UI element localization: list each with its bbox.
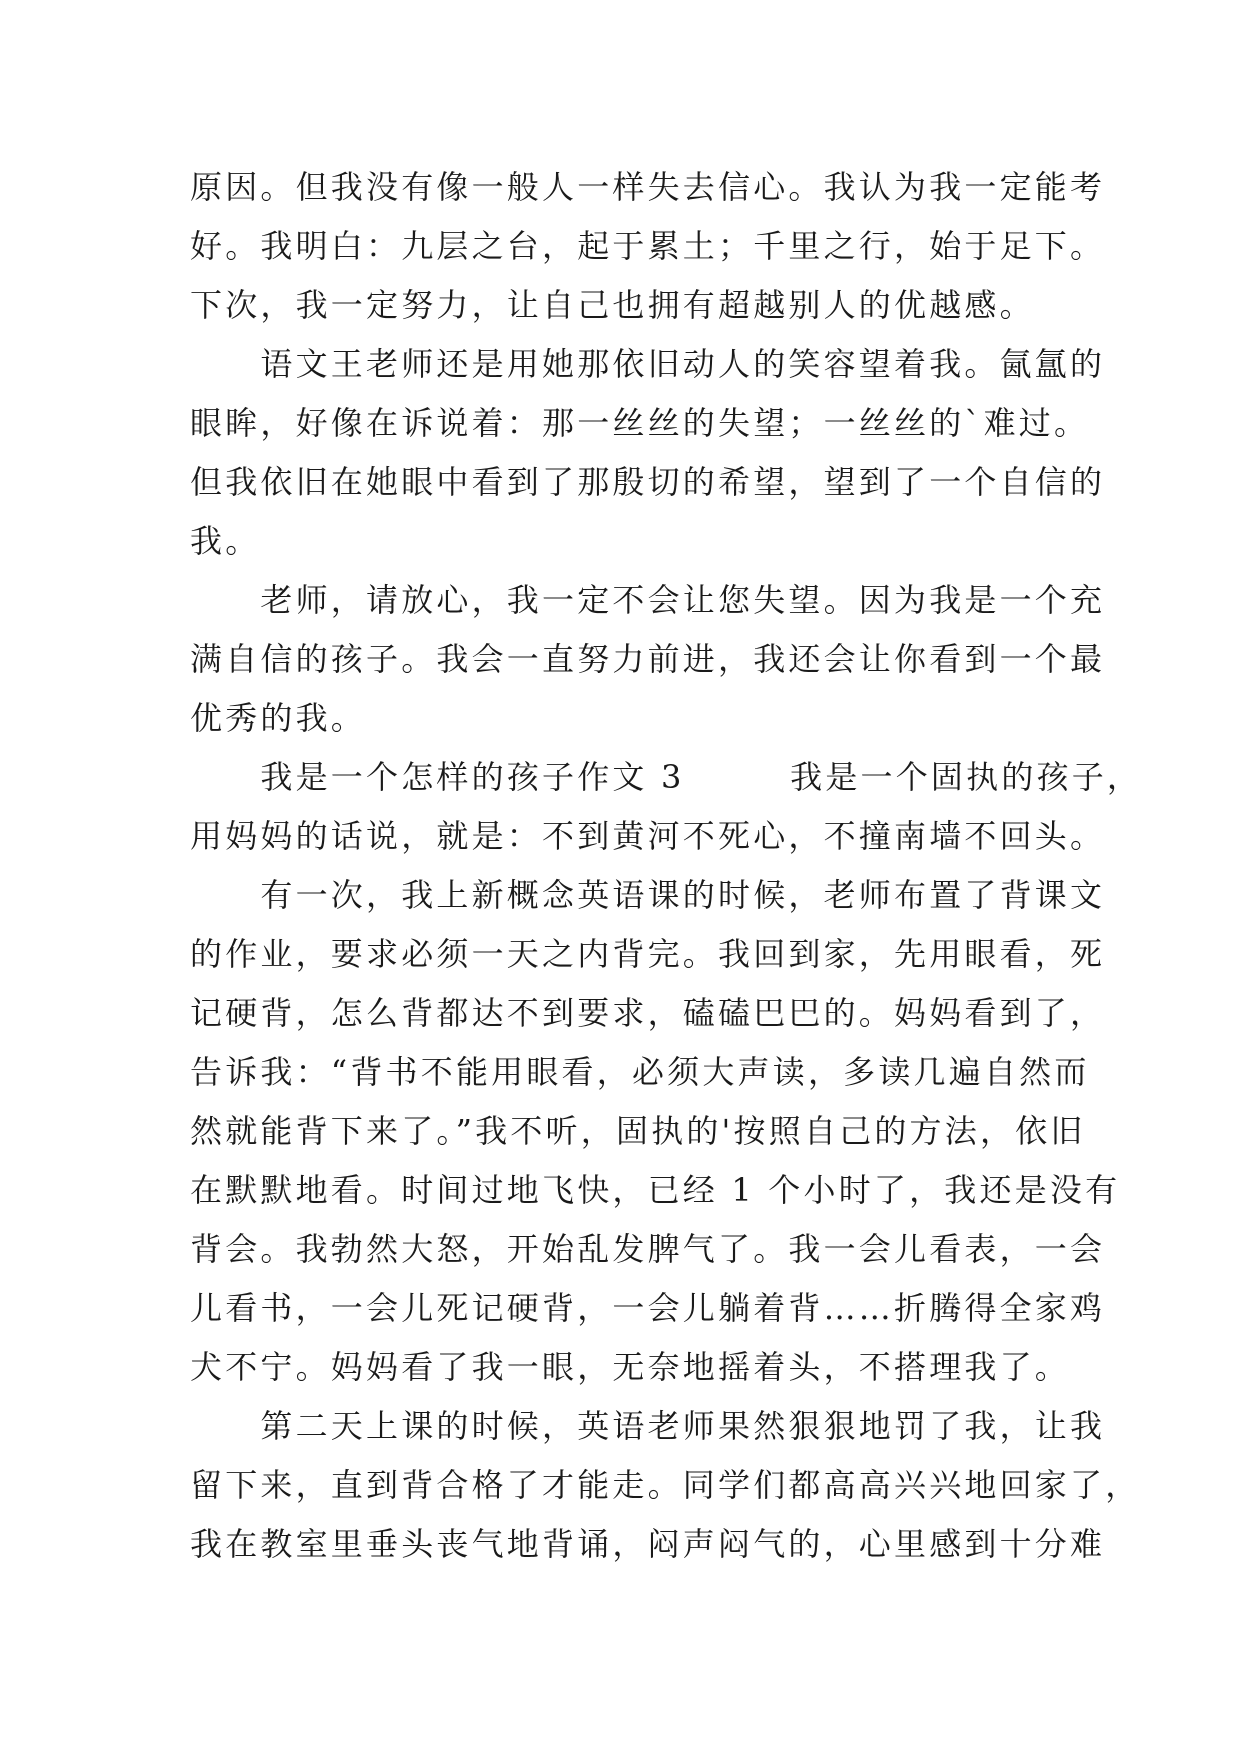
text-line: 好。我明白：九层之台，起于累土；千里之行，始于足下。 <box>190 227 1106 265</box>
text-line: 用妈妈的话说，就是：不到黄河不死心，不撞南墙不回头。 <box>190 817 1106 855</box>
text-line: 的作业，要求必须一天之内背完。我回到家，先用眼看，死 <box>190 935 1106 973</box>
text-line: 然就能背下来了。”我不听，固执的'按照自己的方法，依旧 <box>190 1112 1086 1150</box>
text-line: 第二天上课的时候，英语老师果然狠狠地罚了我，让我 <box>190 1407 1106 1445</box>
text-line: 原因。但我没有像一般人一样失去信心。我认为我一定能考 <box>190 168 1106 206</box>
text-line: 有一次，我上新概念英语课的时候，老师布置了背课文 <box>190 876 1106 914</box>
text-line: 眼眸，好像在诉说着：那一丝丝的失望；一丝丝的`难过。 <box>190 404 1090 442</box>
text-line: 满自信的孩子。我会一直努力前进，我还会让你看到一个最 <box>190 640 1106 678</box>
text-line: 记硬背，怎么背都达不到要求，磕磕巴巴的。妈妈看到了， <box>190 994 1106 1032</box>
text-line: 老师，请放心，我一定不会让您失望。因为我是一个充 <box>190 581 1106 619</box>
text-line: 在默默地看。时间过地飞快，已经 1 个小时了，我还是没有 <box>190 1171 1121 1209</box>
text-line: 告诉我：“背书不能用眼看，必须大声读，多读几遍自然而 <box>190 1053 1090 1091</box>
text-line: 优秀的我。 <box>190 699 367 737</box>
text-line: 语文王老师还是用她那依旧动人的笑容望着我。氤氲的 <box>190 345 1106 383</box>
essay-text-block <box>190 158 1143 1574</box>
section-heading-line: 我是一个怎样的孩子作文 3 我是一个固执的孩子， <box>190 758 1143 796</box>
text-line: 背会。我勃然大怒，开始乱发脾气了。我一会儿看表，一会 <box>190 1230 1106 1268</box>
text-line: 我。 <box>190 522 261 560</box>
text-line: 下次，我一定努力，让自己也拥有超越别人的优越感。 <box>190 286 1035 324</box>
text-line: 犬不宁。妈妈看了我一眼，无奈地摇着头，不搭理我了。 <box>190 1348 1071 1386</box>
text-line: 儿看书，一会儿死记硬背，一会儿躺着背……折腾得全家鸡 <box>190 1289 1106 1327</box>
text-line: 留下来，直到背合格了才能走。同学们都高高兴兴地回家了， <box>190 1466 1141 1504</box>
text-line: 但我依旧在她眼中看到了那殷切的希望，望到了一个自信的 <box>190 463 1106 501</box>
text-line: 我在教室里垂头丧气地背诵，闷声闷气的，心里感到十分难 <box>190 1525 1106 1563</box>
